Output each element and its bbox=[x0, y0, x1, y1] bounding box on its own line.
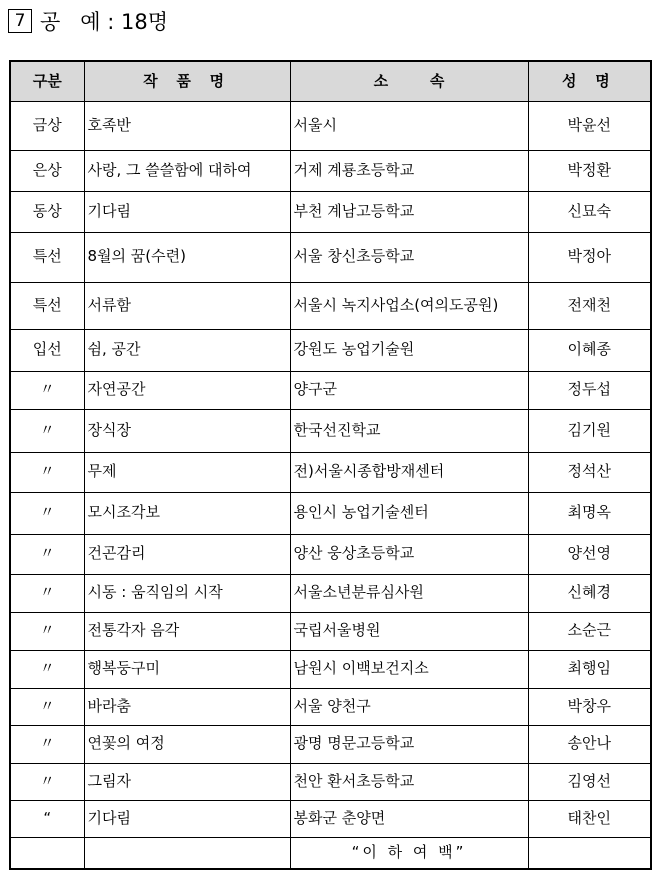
row-person-name: 김기원 bbox=[528, 409, 651, 452]
row-affiliation: 양산 웅상초등학교 bbox=[290, 534, 528, 574]
row-division: 특선 bbox=[10, 232, 84, 282]
table-row bbox=[10, 409, 651, 452]
row-person-name: 최명옥 bbox=[528, 492, 651, 534]
row-work-title: 모시조각보 bbox=[84, 492, 290, 534]
empty-cell bbox=[84, 837, 290, 869]
table-row bbox=[10, 101, 651, 150]
row-person-name: 박윤선 bbox=[528, 101, 651, 150]
row-division: 〃 bbox=[10, 409, 84, 452]
row-work-title: 장식장 bbox=[84, 409, 290, 452]
row-division: 〃 bbox=[10, 452, 84, 492]
row-affiliation: 서울 양천구 bbox=[290, 688, 528, 725]
row-affiliation: 강원도 농업기술원 bbox=[290, 329, 528, 371]
row-work-title: 행복둥구미 bbox=[84, 650, 290, 688]
row-work-title: 무제 bbox=[84, 452, 290, 492]
row-work-title: 바라춤 bbox=[84, 688, 290, 725]
row-work-title: 쉼, 공간 bbox=[84, 329, 290, 371]
row-division: 은상 bbox=[10, 150, 84, 191]
table-row bbox=[10, 452, 651, 492]
table-row bbox=[10, 574, 651, 612]
row-affiliation: 용인시 농업기술센터 bbox=[290, 492, 528, 534]
row-person-name: 이혜종 bbox=[528, 329, 651, 371]
table-row bbox=[10, 150, 651, 191]
header-name: 성 명 bbox=[528, 61, 651, 101]
row-division: 〃 bbox=[10, 574, 84, 612]
row-division: 〃 bbox=[10, 492, 84, 534]
row-work-title: 서류함 bbox=[84, 282, 290, 329]
row-person-name: 최행임 bbox=[528, 650, 651, 688]
row-person-name: 전재천 bbox=[528, 282, 651, 329]
row-affiliation: 한국선진학교 bbox=[290, 409, 528, 452]
row-person-name: 박정환 bbox=[528, 150, 651, 191]
section-heading bbox=[8, 6, 168, 36]
row-work-title: 사랑, 그 쓸쓸함에 대하여 bbox=[84, 150, 290, 191]
row-division: 〃 bbox=[10, 650, 84, 688]
row-work-title: 8월의 꿈(수련) bbox=[84, 232, 290, 282]
row-person-name: 정두섭 bbox=[528, 371, 651, 409]
table-row bbox=[10, 329, 651, 371]
row-affiliation: 양구군 bbox=[290, 371, 528, 409]
row-affiliation: 서울시 녹지사업소(여의도공원) bbox=[290, 282, 528, 329]
table-footer-row bbox=[10, 837, 651, 869]
row-person-name: 소순근 bbox=[528, 612, 651, 650]
section-title: 공 예 : 18명 bbox=[40, 10, 169, 34]
row-division: 입선 bbox=[10, 329, 84, 371]
row-work-title: 호족반 bbox=[84, 101, 290, 150]
table-header-row bbox=[10, 61, 651, 101]
row-division: 〃 bbox=[10, 688, 84, 725]
row-division: 〃 bbox=[10, 763, 84, 800]
table-row bbox=[10, 191, 651, 232]
row-affiliation: 서울소년분류심사원 bbox=[290, 574, 528, 612]
header-division: 구분 bbox=[10, 61, 84, 101]
row-affiliation: 광명 명문고등학교 bbox=[290, 725, 528, 763]
table-row bbox=[10, 688, 651, 725]
row-person-name: 김영선 bbox=[528, 763, 651, 800]
row-division: 특선 bbox=[10, 282, 84, 329]
table-row bbox=[10, 725, 651, 763]
row-person-name: 송안나 bbox=[528, 725, 651, 763]
row-work-title: 건곤감리 bbox=[84, 534, 290, 574]
row-person-name: 박정아 bbox=[528, 232, 651, 282]
row-affiliation: 국립서울병원 bbox=[290, 612, 528, 650]
header-work: 작 품 명 bbox=[84, 61, 290, 101]
table-row bbox=[10, 612, 651, 650]
table-row bbox=[10, 371, 651, 409]
row-work-title: 전통각자 음각 bbox=[84, 612, 290, 650]
row-affiliation: 천안 환서초등학교 bbox=[290, 763, 528, 800]
row-work-title: 그림자 bbox=[84, 763, 290, 800]
row-person-name: 태찬인 bbox=[528, 800, 651, 837]
row-affiliation: 전)서울시종합방재센터 bbox=[290, 452, 528, 492]
row-work-title: 기다림 bbox=[84, 191, 290, 232]
row-affiliation: 서울 창신초등학교 bbox=[290, 232, 528, 282]
awards-table bbox=[9, 60, 652, 870]
row-division: 〃 bbox=[10, 534, 84, 574]
row-person-name: 박창우 bbox=[528, 688, 651, 725]
row-division: 〃 bbox=[10, 612, 84, 650]
table-row bbox=[10, 282, 651, 329]
row-division: 〃 bbox=[10, 725, 84, 763]
section-number-box: 7 bbox=[8, 9, 32, 33]
row-work-title: 기다림 bbox=[84, 800, 290, 837]
table-row bbox=[10, 763, 651, 800]
footer-blank-note: “이 하 여 백” bbox=[290, 837, 528, 869]
row-affiliation: 부천 계남고등학교 bbox=[290, 191, 528, 232]
row-person-name: 신묘숙 bbox=[528, 191, 651, 232]
row-person-name: 신혜경 bbox=[528, 574, 651, 612]
table-row bbox=[10, 492, 651, 534]
row-affiliation: 서울시 bbox=[290, 101, 528, 150]
table-row bbox=[10, 232, 651, 282]
row-division: 금상 bbox=[10, 101, 84, 150]
row-person-name: 양선영 bbox=[528, 534, 651, 574]
row-division: “ bbox=[10, 800, 84, 837]
row-person-name: 정석산 bbox=[528, 452, 651, 492]
table-row bbox=[10, 650, 651, 688]
header-org: 소 속 bbox=[290, 61, 528, 101]
row-affiliation: 거제 계룡초등학교 bbox=[290, 150, 528, 191]
row-work-title: 시동 : 움직임의 시작 bbox=[84, 574, 290, 612]
empty-cell bbox=[528, 837, 651, 869]
row-work-title: 자연공간 bbox=[84, 371, 290, 409]
empty-cell bbox=[10, 837, 84, 869]
table-row bbox=[10, 534, 651, 574]
table-row bbox=[10, 800, 651, 837]
row-division: 동상 bbox=[10, 191, 84, 232]
row-affiliation: 남원시 이백보건지소 bbox=[290, 650, 528, 688]
row-work-title: 연꽃의 여정 bbox=[84, 725, 290, 763]
row-division: 〃 bbox=[10, 371, 84, 409]
row-affiliation: 봉화군 춘양면 bbox=[290, 800, 528, 837]
